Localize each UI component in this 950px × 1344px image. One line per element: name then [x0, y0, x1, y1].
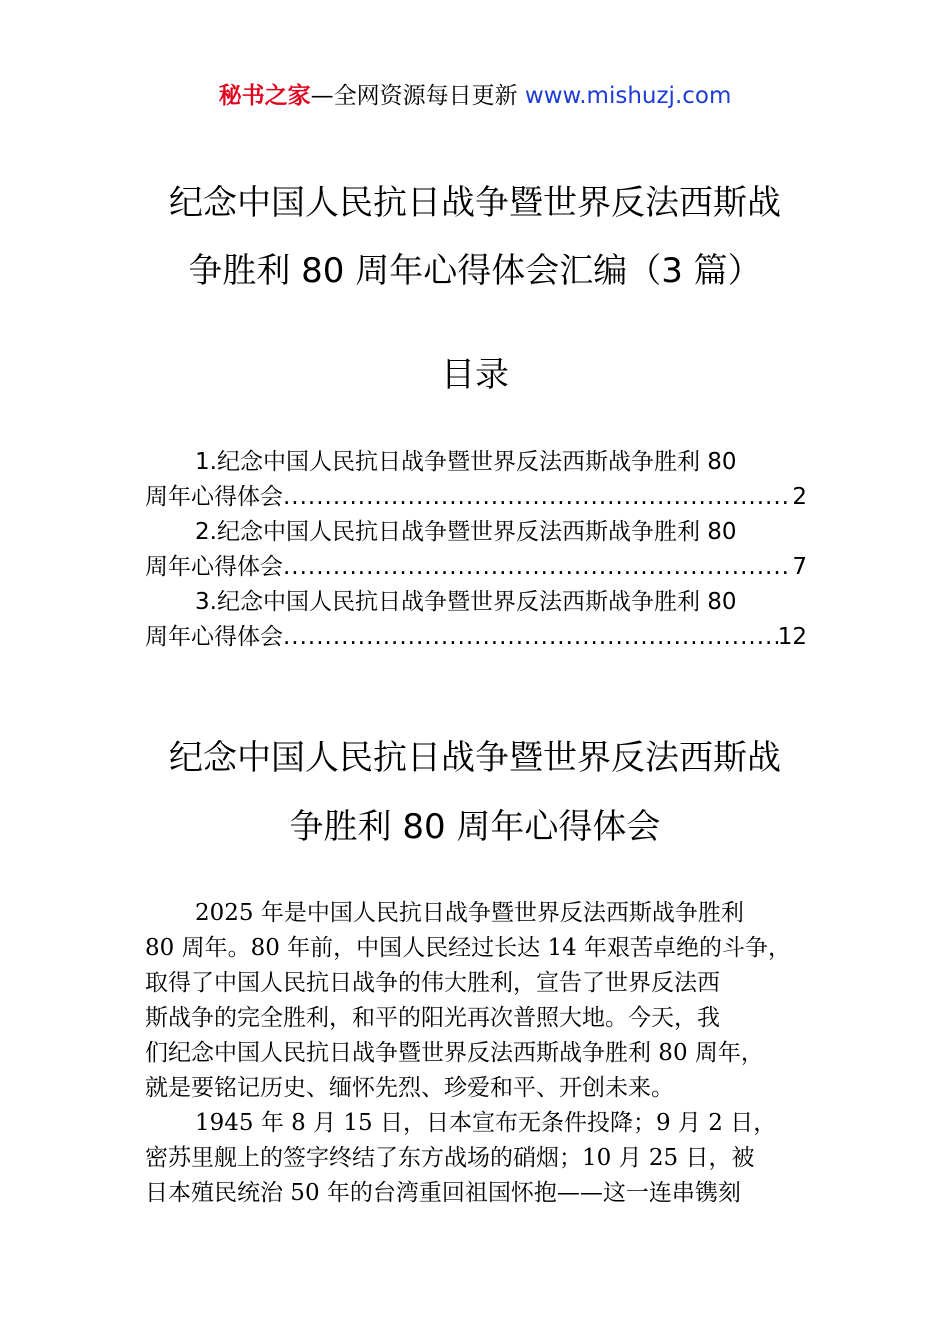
toc-heading: 目录 [441, 355, 509, 395]
article-title-line-2: 争胜利 80 周年心得体会 [289, 807, 661, 847]
body-line: 80 周年。80 年前，中国人民经过长达 14 年艰苦卓绝的斗争， [145, 935, 792, 961]
brand-name: 秘书之家 [218, 83, 311, 109]
body-line: 2025 年是中国人民抗日战争暨世界反法西斯战争胜利 [195, 900, 744, 926]
article-title-line-1: 纪念中国人民抗日战争暨世界反法西斯战 [169, 738, 781, 778]
toc-entry-1[interactable] [145, 481, 807, 513]
toc-entry-label: 周年心得体会 [145, 484, 283, 510]
toc-entry-3[interactable] [145, 621, 807, 653]
toc-leader-dots [283, 551, 792, 583]
toc-entry-2-title[interactable]: 2.纪念中国人民抗日战争暨世界反法西斯战争胜利 80 [195, 519, 737, 545]
banner-tagline: —全网资源每日更新 [310, 83, 518, 109]
body-line: 密苏里舰上的签字终结了东方战场的硝烟；10 月 25 日，被 [145, 1145, 755, 1171]
main-title-line-2: 争胜利 80 周年心得体会汇编（3 篇） [188, 251, 762, 291]
body-line: 就是要铭记历史、缅怀先烈、珍爱和平、开创未来。 [145, 1075, 674, 1101]
toc-entry-3-title[interactable]: 3.纪念中国人民抗日战争暨世界反法西斯战争胜利 80 [195, 589, 737, 615]
main-title-line-1: 纪念中国人民抗日战争暨世界反法西斯战 [169, 183, 781, 223]
toc-page-number: 2 [792, 484, 807, 510]
toc-entry-label: 周年心得体会 [145, 624, 283, 650]
toc-entry-2[interactable] [145, 551, 807, 583]
toc-page-number: 12 [777, 624, 807, 650]
toc-leader-dots [283, 621, 778, 653]
body-line: 1945 年 8 月 15 日，日本宣布无条件投降；9 月 2 日， [195, 1110, 777, 1136]
toc-entry-label: 周年心得体会 [145, 554, 283, 580]
toc-entry-1-title[interactable]: 1.纪念中国人民抗日战争暨世界反法西斯战争胜利 80 [195, 449, 737, 475]
body-line: 日本殖民统治 50 年的台湾重回祖国怀抱——这一连串镌刻 [145, 1180, 741, 1206]
toc-page-number: 7 [792, 554, 807, 580]
site-banner [0, 80, 950, 112]
site-url-link[interactable]: www.mishuzj.com [524, 83, 732, 109]
body-line: 斯战争的完全胜利，和平的阳光再次普照大地。今天，我 [145, 1005, 720, 1031]
body-line: 取得了中国人民抗日战争的伟大胜利，宣告了世界反法西 [145, 970, 720, 996]
toc-leader-dots [283, 481, 792, 513]
body-line: 们纪念中国人民抗日战争暨世界反法西斯战争胜利 80 周年， [145, 1040, 764, 1066]
